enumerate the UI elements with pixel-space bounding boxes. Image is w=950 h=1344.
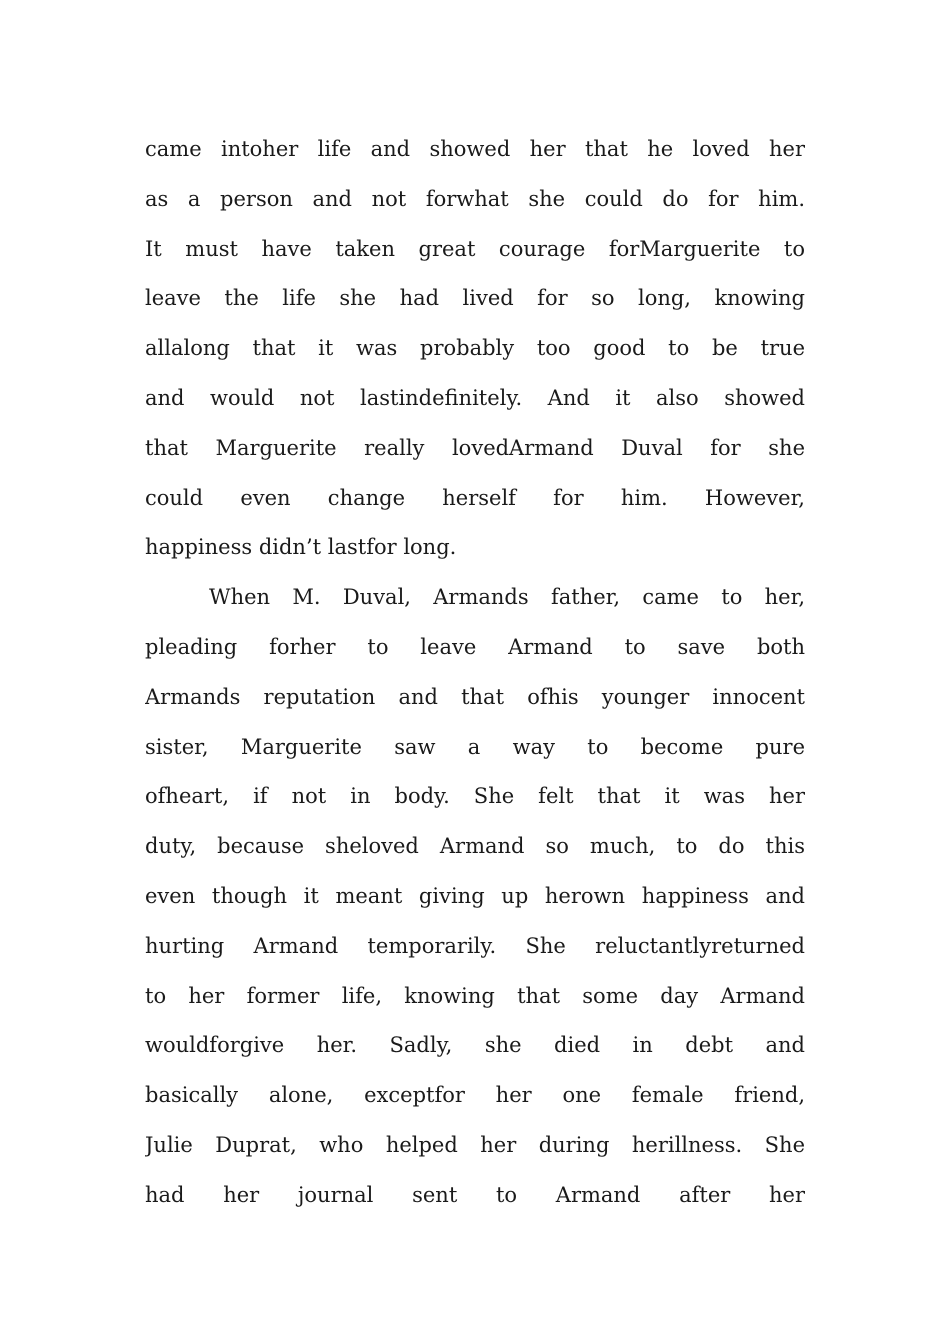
paragraph-2 [145, 573, 805, 1220]
text-line: basically alone, exceptfor her one female friend, [145, 1083, 805, 1108]
text-line: to her former life, knowing that some day Armand [145, 983, 805, 1008]
text-line: as a person and not forwhat she could do for him. [145, 186, 805, 211]
text-line: wouldforgive her. Sadly, she died in debt and [145, 1033, 805, 1058]
text-line: Julie Duprat, who helped her during herillness. She [145, 1132, 805, 1157]
text-line: ofheart, if not in body. She felt that it was her [145, 784, 805, 809]
text-line: When M. Duval, Armands father, came to her, [209, 585, 805, 610]
text-line: happiness didn’t lastfor long. [145, 535, 457, 560]
body-text [145, 125, 805, 1221]
text-line: Armands reputation and that ofhis younger innocent [145, 684, 805, 709]
text-line: had her journal sent to Armand after her [145, 1182, 805, 1207]
text-line: leave the life she had lived for so long, knowing [145, 286, 805, 311]
text-line: hurting Armand temporarily. She reluctantlyreturned [145, 933, 805, 958]
text-line: that Marguerite really lovedArmand Duval for she [145, 435, 805, 460]
text-line: and would not lastindefinitely. And it also showed [145, 385, 805, 410]
text-line: duty, because sheloved Armand so much, to do this [145, 834, 805, 859]
paragraph-1 [145, 125, 805, 573]
text-line: could even change herself for him. However, [145, 485, 805, 510]
text-line: It must have taken great courage forMarguerite to [145, 236, 805, 261]
text-line: pleading forher to leave Armand to save both [145, 634, 805, 659]
text-line: sister, Marguerite saw a way to become pure [145, 734, 805, 759]
text-line: came intoher life and showed her that he loved her [145, 137, 805, 161]
text-line: allalong that it was probably too good to be true [145, 336, 805, 361]
text-line: even though it meant giving up herown happiness and [145, 883, 805, 908]
